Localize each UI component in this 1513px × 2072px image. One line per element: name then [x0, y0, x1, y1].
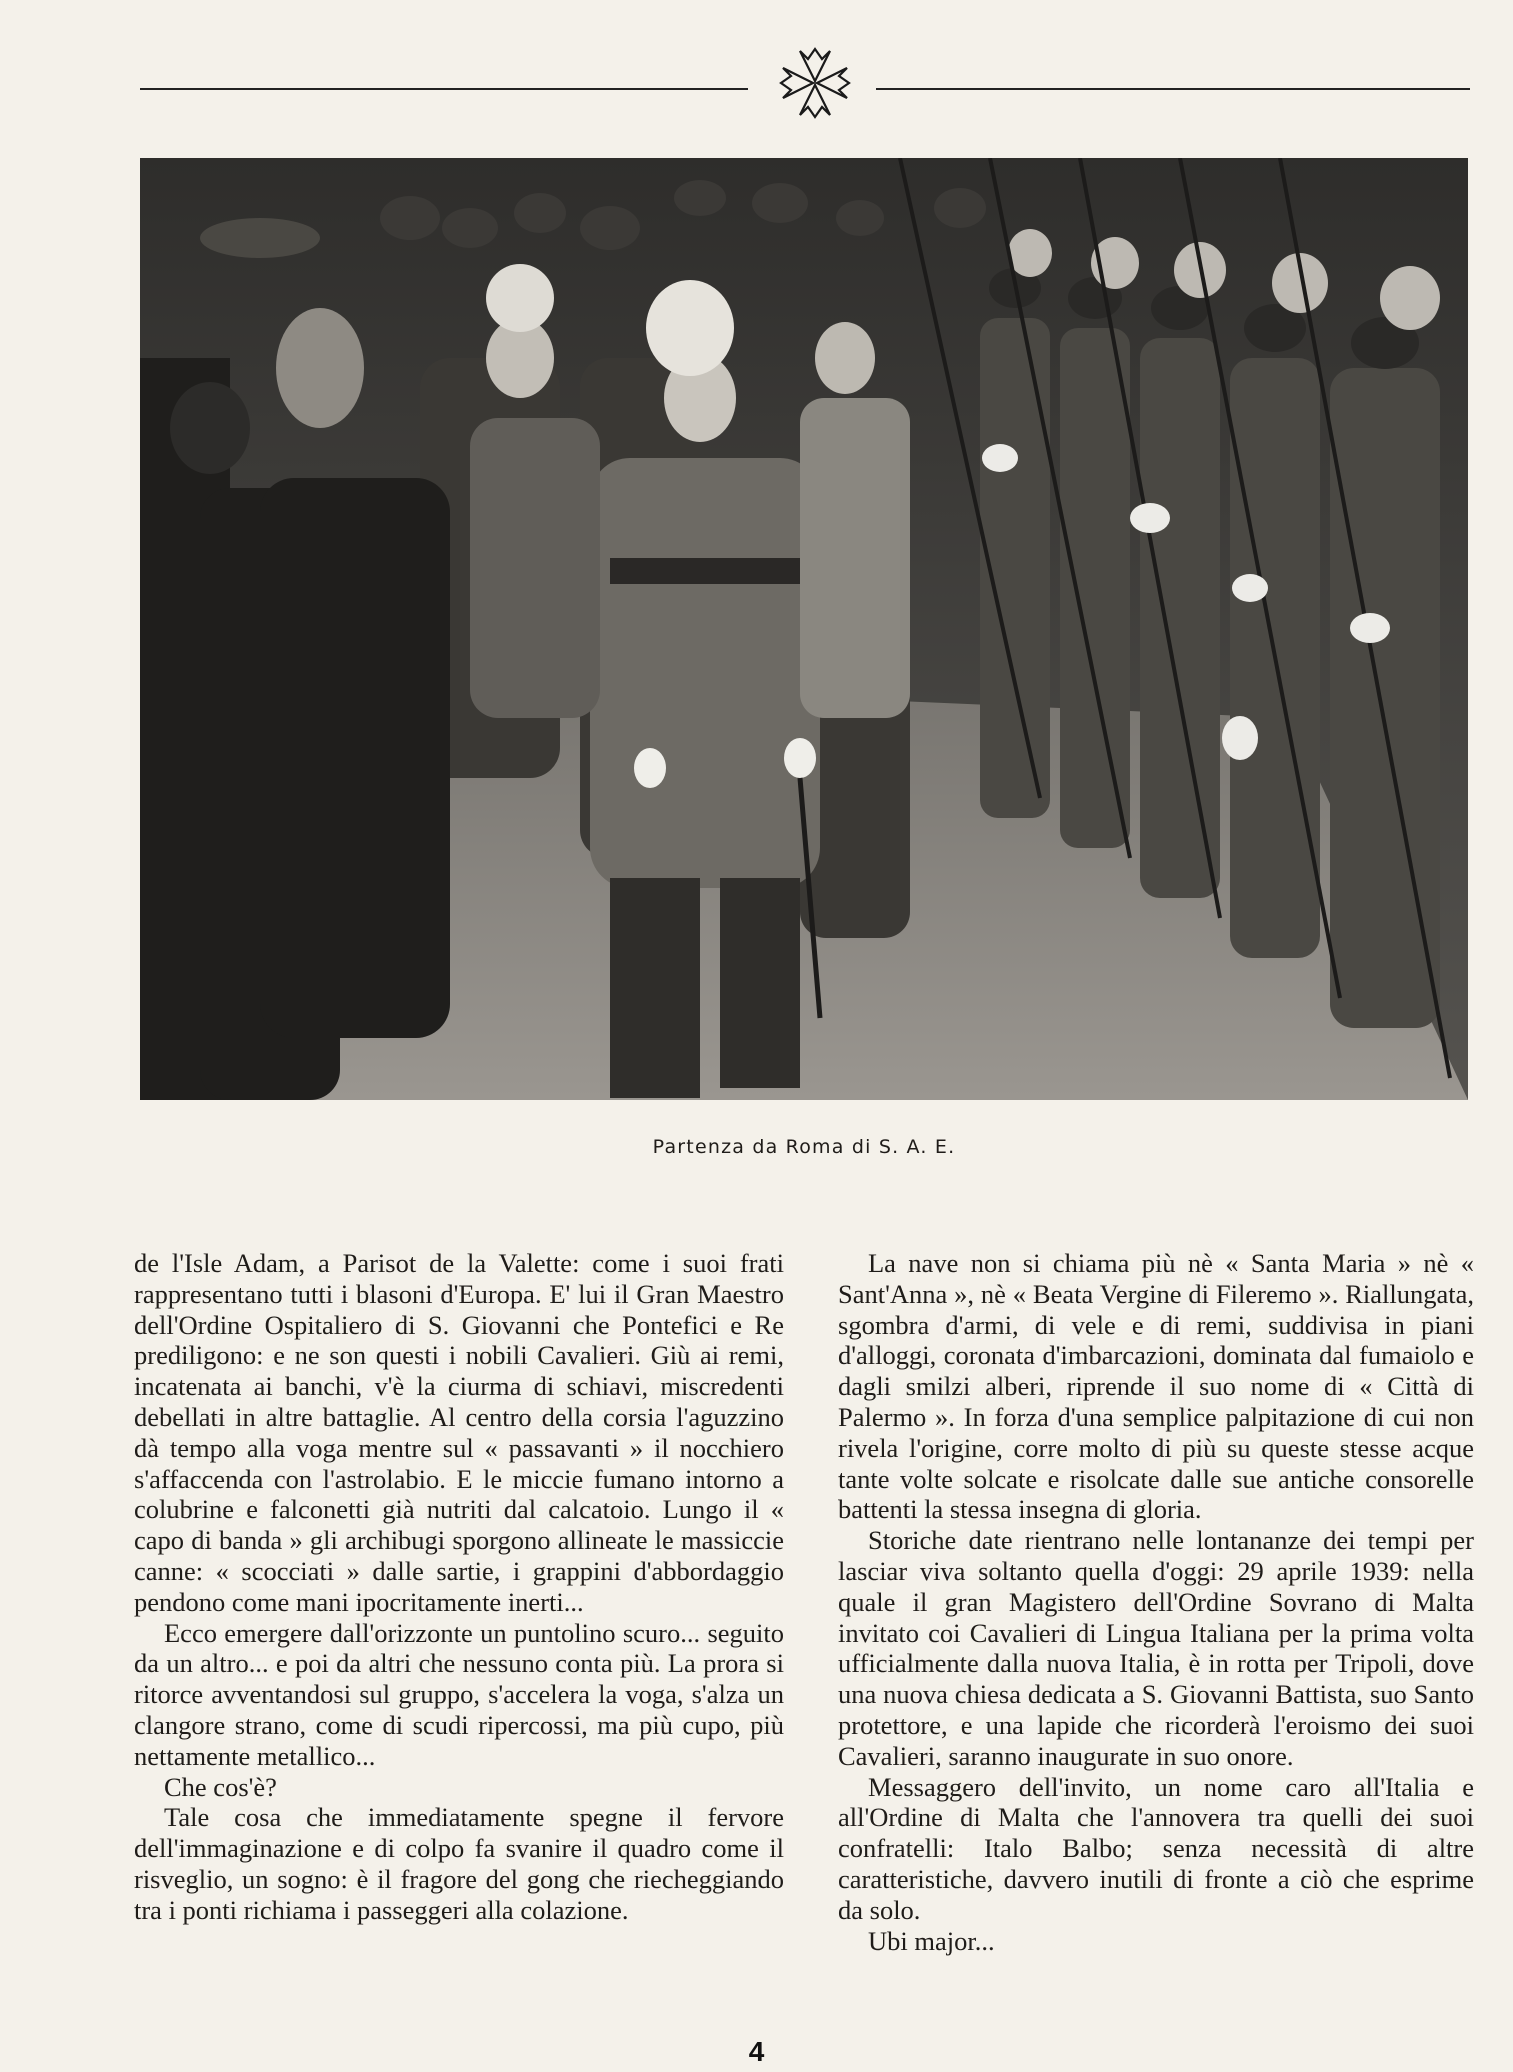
- header-rule-right: [876, 88, 1470, 90]
- paragraph: de l'Isle Adam, a Parisot de la Valette: come i suoi frati rappresentano tutti i blasoni d'Europa. E' lui il Gran Maestro dell'Ordine Ospitaliero di S. Giovanni che Pontefici e Re prediligono: e ne son questi i nobili Cavalieri. Giù ai remi, incatenata ai banchi, v'è la ciurma di schiavi, miscredenti debellati in altre battaglie. Al centro della corsia l'aguzzino dà tempo alla voga mentre sul « passavanti » il nocchiero s'affaccenda con l'astrolabio. E le miccie fumano intorno a colubrine e falconetti già nutriti dal calcatoio. Lungo il « capo di banda » gli archibugi sporgono allineate le massiccie canne: « scocciati » dalle sartie, i grappini d'abbordaggio pendono come mani ipocritamente inerti...: [134, 1248, 784, 1617]
- paragraph: Ubi major...: [868, 1925, 995, 1956]
- header-rule-left: [140, 88, 748, 90]
- text-column-left: [134, 1248, 784, 1926]
- paragraph: Che cos'è?: [164, 1771, 277, 1802]
- photo-caption: Partenza da Roma di S. A. E.: [652, 1136, 956, 1158]
- paragraph: Messaggero dell'invito, un nome caro all'Italia e all'Ordine di Malta che l'annovera tra quelli dei suoi confratelli: Italo Balbo; senza necessità di altre caratteristiche, davvero inutili di fronte a ciò che esprime da solo.: [838, 1771, 1474, 1925]
- paragraph: Tale cosa che immediatamente spegne il fervore dell'immaginazione e di colpo fa svanire il quadro come il risveglio, un sogno: è il fragore del gong che riecheggiando tra i ponti richiama i passeggeri alla colazione.: [134, 1802, 784, 1925]
- paragraph: Storiche date rientrano nelle lontananze dei tempi per lasciar viva soltanto quella d'oggi: 29 aprile 1939: nella quale il gran Magistero dell'Ordine Sovrano di Malta invitato coi Cavalieri di Lingua Italiana per la prima volta ufficialmente dalla nuova Italia, è in rotta per Tripoli, dove una nuova chiesa dedicata a S. Giovanni Battista, suo Santo protettore, e una lapide che ricorderà l'eroismo dei suoi Cavalieri, saranno inaugurate in suo onore.: [838, 1525, 1474, 1771]
- text-column-right: [838, 1248, 1474, 1956]
- paragraph: La nave non si chiama più nè « Santa Maria » nè « Sant'Anna », nè « Beata Vergine di Fileremo ». Riallungata, sgombra d'armi, di vele e di remi, suddivisa in piani d'alloggi, coronata d'imbarcazioni, dominata dal fumaiolo e dagli smilzi alberi, riprende il suo nome di « Città di Palermo ». In forza d'una semplice palpitazione di cui non rivela l'origine, corre molto di più su queste stesse acque tante volte solcate e risolcate dalle sue antiche consorelle battenti la stessa insegna di gloria.: [838, 1248, 1474, 1525]
- page-number: 4: [748, 2036, 765, 2067]
- ceremony-photograph: [140, 158, 1468, 1100]
- maltese-cross-icon: [770, 43, 860, 123]
- paragraph: Ecco emergere dall'orizzonte un puntolino scuro... seguito da un altro... e poi da altri che nessuno conta più. La prora si ritorce avventandosi sul gruppo, s'accelera la voga, s'alza un clangore strano, come di scudi ripercossi, ma più cupo, più nettamente metallico...: [134, 1617, 784, 1771]
